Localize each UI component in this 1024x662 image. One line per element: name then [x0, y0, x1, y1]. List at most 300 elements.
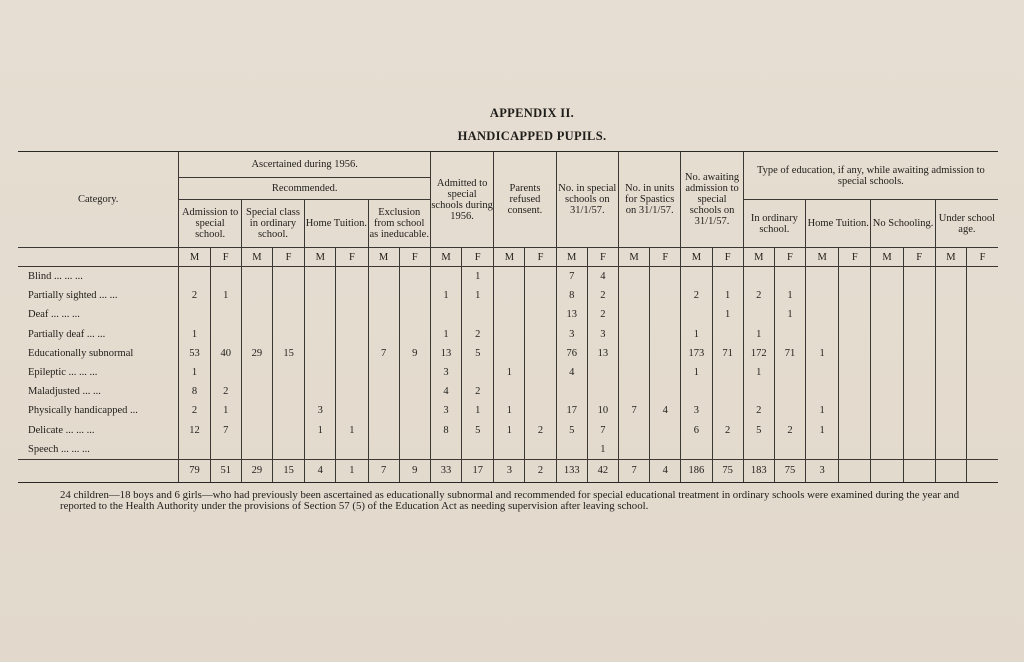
value-cell [241, 286, 272, 305]
no-awaiting-header: No. awaiting admission to special schools on 31/1/57. [681, 152, 743, 248]
value-cell [935, 325, 966, 344]
value-cell: 1 [336, 459, 368, 482]
value-cell [903, 344, 935, 363]
row-category: Epileptic ... ... ... [28, 367, 98, 379]
value-cell: 1 [179, 325, 210, 344]
table-row [18, 401, 998, 420]
value-cell [525, 325, 556, 344]
value-cell [903, 363, 935, 382]
value-cell: 2 [179, 286, 210, 305]
value-cell [650, 382, 681, 401]
value-cell [618, 440, 649, 460]
value-cell [839, 344, 871, 363]
value-cell [650, 305, 681, 324]
value-cell [272, 305, 304, 324]
value-cell [650, 286, 681, 305]
value-cell [399, 325, 430, 344]
value-cell [556, 382, 587, 401]
value-cell [966, 440, 998, 460]
type-education-header: Type of education, if any, while awaiting admission to special schools. [743, 152, 998, 200]
value-cell: 7 [556, 267, 587, 287]
value-cell [368, 382, 399, 401]
value-cell: 186 [681, 459, 712, 482]
value-cell: 1 [210, 286, 241, 305]
value-cell [935, 440, 966, 460]
value-cell: 9 [399, 344, 430, 363]
value-cell [743, 440, 774, 460]
recommended-header: Recommended. [179, 178, 430, 200]
value-cell [272, 421, 304, 440]
value-cell [712, 325, 743, 344]
value-cell: 4 [587, 267, 618, 287]
m-header: M [743, 248, 774, 267]
under-age-header: Under school age. [935, 200, 998, 248]
ascertained-header: Ascertained during 1956. [179, 152, 430, 178]
value-cell: 2 [743, 286, 774, 305]
value-cell [305, 382, 336, 401]
row-category: Partially deaf ... ... [28, 328, 106, 340]
no-schooling-header: No Schooling. [871, 200, 935, 248]
value-cell [272, 286, 304, 305]
value-cell: 29 [241, 344, 272, 363]
value-cell [241, 440, 272, 460]
m-header: M [618, 248, 649, 267]
m-header: M [556, 248, 587, 267]
value-cell: 13 [430, 344, 461, 363]
value-cell: 9 [399, 459, 430, 482]
value-cell: 1 [462, 286, 494, 305]
value-cell [966, 344, 998, 363]
value-cell [903, 440, 935, 460]
f-header: F [839, 248, 871, 267]
value-cell: 5 [462, 344, 494, 363]
value-cell [618, 286, 649, 305]
value-cell [462, 363, 494, 382]
row-category: Deaf ... ... ... [28, 309, 80, 321]
row-category: Partially sighted ... ... [28, 290, 118, 302]
value-cell: 1 [210, 401, 241, 420]
value-cell [966, 401, 998, 420]
value-cell [336, 401, 368, 420]
value-cell [305, 363, 336, 382]
value-cell [618, 363, 649, 382]
value-cell [871, 344, 903, 363]
value-cell: 2 [743, 401, 774, 420]
value-cell [368, 286, 399, 305]
value-cell [241, 421, 272, 440]
value-cell [774, 325, 805, 344]
table-row [18, 305, 998, 324]
value-cell [210, 363, 241, 382]
value-cell [305, 440, 336, 460]
value-cell [966, 382, 998, 401]
value-cell [935, 267, 966, 287]
value-cell [430, 440, 461, 460]
value-cell [494, 286, 525, 305]
f-header: F [774, 248, 805, 267]
value-cell: 1 [774, 286, 805, 305]
value-cell [618, 305, 649, 324]
value-cell: 2 [525, 459, 556, 482]
value-cell: 1 [774, 305, 805, 324]
value-cell: 2 [587, 305, 618, 324]
value-cell: 1 [712, 286, 743, 305]
value-cell [272, 440, 304, 460]
value-cell [618, 421, 649, 440]
value-cell: 4 [650, 459, 681, 482]
table-row [18, 382, 998, 401]
table-row [18, 421, 998, 440]
value-cell [179, 305, 210, 324]
value-cell [336, 305, 368, 324]
value-cell: 1 [743, 325, 774, 344]
value-cell [935, 363, 966, 382]
value-cell: 42 [587, 459, 618, 482]
value-cell [681, 305, 712, 324]
value-cell [839, 363, 871, 382]
value-cell [681, 382, 712, 401]
value-cell [774, 267, 805, 287]
value-cell: 172 [743, 344, 774, 363]
value-cell [368, 363, 399, 382]
m-header: M [935, 248, 966, 267]
value-cell [305, 286, 336, 305]
value-cell [966, 267, 998, 287]
value-cell [272, 382, 304, 401]
value-cell: 1 [179, 363, 210, 382]
f-header: F [210, 248, 241, 267]
value-cell [966, 363, 998, 382]
value-cell [871, 382, 903, 401]
home-tuition-header: Home Tuition. [305, 200, 368, 248]
value-cell [712, 267, 743, 287]
value-cell [241, 382, 272, 401]
value-cell: 4 [430, 382, 461, 401]
value-cell [871, 401, 903, 420]
row-category: Speech ... ... ... [28, 443, 90, 455]
value-cell [399, 421, 430, 440]
value-cell [839, 286, 871, 305]
value-cell: 7 [618, 459, 649, 482]
value-cell [525, 305, 556, 324]
value-cell [587, 363, 618, 382]
value-cell [494, 382, 525, 401]
value-cell: 12 [179, 421, 210, 440]
value-cell [336, 325, 368, 344]
value-cell [525, 401, 556, 420]
value-cell [743, 267, 774, 287]
table-row [18, 267, 998, 287]
table-row [18, 286, 998, 305]
value-cell [336, 267, 368, 287]
value-cell: 6 [681, 421, 712, 440]
value-cell: 71 [712, 344, 743, 363]
value-cell: 2 [712, 421, 743, 440]
value-cell [336, 363, 368, 382]
value-cell [966, 325, 998, 344]
exclusion-header: Exclusion from school as ineducable. [368, 200, 430, 248]
value-cell [241, 401, 272, 420]
value-cell: 1 [806, 421, 839, 440]
f-header: F [587, 248, 618, 267]
value-cell: 5 [462, 421, 494, 440]
value-cell [871, 267, 903, 287]
value-cell [712, 401, 743, 420]
value-cell: 1 [587, 440, 618, 460]
f-header: F [399, 248, 430, 267]
row-category: Educationally subnormal [28, 347, 134, 359]
value-cell [494, 267, 525, 287]
value-cell: 40 [210, 344, 241, 363]
value-cell: 2 [774, 421, 805, 440]
value-cell [871, 363, 903, 382]
value-cell [871, 421, 903, 440]
value-cell: 1 [430, 286, 461, 305]
value-cell [399, 401, 430, 420]
value-cell: 1 [462, 401, 494, 420]
f-header: F [650, 248, 681, 267]
value-cell [903, 286, 935, 305]
table-body [18, 267, 998, 483]
value-cell [806, 267, 839, 287]
value-cell: 183 [743, 459, 774, 482]
value-cell [871, 286, 903, 305]
f-header: F [272, 248, 304, 267]
value-cell: 4 [556, 363, 587, 382]
value-cell: 2 [525, 421, 556, 440]
value-cell [871, 459, 903, 482]
value-cell [305, 344, 336, 363]
totals-label-cell [18, 459, 179, 482]
no-units-spastics-header: No. in units for Spastics on 31/1/57. [618, 152, 680, 248]
value-cell [806, 440, 839, 460]
value-cell [241, 363, 272, 382]
value-cell: 2 [681, 286, 712, 305]
value-cell: 1 [462, 267, 494, 287]
value-cell [272, 401, 304, 420]
totals-row [18, 459, 998, 482]
value-cell [839, 459, 871, 482]
value-cell [935, 401, 966, 420]
value-cell: 1 [305, 421, 336, 440]
value-cell: 13 [556, 305, 587, 324]
value-cell: 7 [368, 344, 399, 363]
special-class-header: Special class in ordinary school. [241, 200, 304, 248]
value-cell [179, 267, 210, 287]
f-header: F [462, 248, 494, 267]
admission-special-header: Admission to special school. [179, 200, 241, 248]
value-cell: 15 [272, 344, 304, 363]
value-cell: 17 [556, 401, 587, 420]
value-cell [494, 440, 525, 460]
value-cell: 1 [430, 325, 461, 344]
value-cell [681, 267, 712, 287]
value-cell: 1 [681, 325, 712, 344]
value-cell [966, 305, 998, 324]
f-header: F [966, 248, 998, 267]
value-cell [368, 325, 399, 344]
value-cell [903, 459, 935, 482]
value-cell [935, 459, 966, 482]
value-cell [935, 421, 966, 440]
value-cell [839, 382, 871, 401]
value-cell [681, 440, 712, 460]
value-cell [712, 363, 743, 382]
value-cell [903, 267, 935, 287]
value-cell [903, 421, 935, 440]
value-cell: 2 [210, 382, 241, 401]
value-cell [935, 286, 966, 305]
value-cell: 2 [587, 286, 618, 305]
value-cell: 8 [179, 382, 210, 401]
value-cell [399, 382, 430, 401]
value-cell [399, 440, 430, 460]
mf-header-row [18, 248, 998, 267]
value-cell [806, 286, 839, 305]
value-cell [525, 440, 556, 460]
m-header: M [179, 248, 210, 267]
value-cell: 53 [179, 344, 210, 363]
category-header: Category. [18, 152, 179, 248]
value-cell [743, 305, 774, 324]
value-cell [839, 305, 871, 324]
value-cell [806, 305, 839, 324]
value-cell: 7 [618, 401, 649, 420]
value-cell [587, 382, 618, 401]
parents-refused-header: Parents refused consent. [494, 152, 556, 248]
value-cell [494, 344, 525, 363]
value-cell: 1 [494, 363, 525, 382]
value-cell: 2 [462, 325, 494, 344]
value-cell [368, 421, 399, 440]
value-cell [712, 382, 743, 401]
value-cell [935, 344, 966, 363]
value-cell [336, 440, 368, 460]
value-cell [241, 305, 272, 324]
value-cell: 1 [336, 421, 368, 440]
value-cell: 3 [430, 363, 461, 382]
f-header: F [525, 248, 556, 267]
value-cell [650, 363, 681, 382]
value-cell [399, 363, 430, 382]
value-cell [618, 267, 649, 287]
value-cell [871, 440, 903, 460]
value-cell [903, 382, 935, 401]
value-cell [494, 305, 525, 324]
value-cell: 1 [743, 363, 774, 382]
value-cell: 33 [430, 459, 461, 482]
handicapped-pupils-table [18, 151, 998, 483]
value-cell: 2 [462, 382, 494, 401]
value-cell [903, 305, 935, 324]
table-row [18, 440, 998, 460]
value-cell [241, 325, 272, 344]
m-header: M [681, 248, 712, 267]
value-cell: 7 [210, 421, 241, 440]
value-cell [935, 382, 966, 401]
value-cell: 29 [241, 459, 272, 482]
value-cell [618, 325, 649, 344]
value-cell [650, 421, 681, 440]
value-cell [650, 267, 681, 287]
value-cell: 3 [681, 401, 712, 420]
value-cell [368, 401, 399, 420]
value-cell [806, 382, 839, 401]
value-cell [368, 267, 399, 287]
value-cell [839, 325, 871, 344]
in-ordinary-header: In ordinary school. [743, 200, 805, 248]
value-cell: 5 [743, 421, 774, 440]
value-cell [774, 440, 805, 460]
value-cell [368, 440, 399, 460]
value-cell: 75 [712, 459, 743, 482]
value-cell: 75 [774, 459, 805, 482]
table-row [18, 325, 998, 344]
value-cell [305, 305, 336, 324]
table-title: HANDICAPPED PUPILS. [457, 129, 607, 143]
value-cell [839, 401, 871, 420]
value-cell [650, 344, 681, 363]
value-cell [556, 440, 587, 460]
value-cell [774, 382, 805, 401]
value-cell: 1 [494, 421, 525, 440]
value-cell [903, 325, 935, 344]
value-cell [210, 440, 241, 460]
appendix-title: APPENDIX II. [489, 106, 575, 120]
value-cell [966, 286, 998, 305]
value-cell: 17 [462, 459, 494, 482]
value-cell [368, 305, 399, 324]
value-cell [462, 440, 494, 460]
value-cell [179, 440, 210, 460]
value-cell [966, 459, 998, 482]
value-cell [839, 267, 871, 287]
value-cell [241, 267, 272, 287]
table-row [18, 363, 998, 382]
m-header: M [305, 248, 336, 267]
admitted-header: Admitted to special schools during 1956. [430, 152, 493, 248]
m-header: M [368, 248, 399, 267]
value-cell: 5 [556, 421, 587, 440]
value-cell [774, 401, 805, 420]
no-special-schools-header: No. in special schools on 31/1/57. [556, 152, 618, 248]
value-cell [525, 286, 556, 305]
f-header: F [336, 248, 368, 267]
value-cell: 1 [806, 401, 839, 420]
value-cell: 8 [430, 421, 461, 440]
row-category: Physically handicapped ... [28, 405, 138, 417]
value-cell: 133 [556, 459, 587, 482]
value-cell [525, 363, 556, 382]
value-cell [806, 325, 839, 344]
value-cell [966, 421, 998, 440]
value-cell: 3 [556, 325, 587, 344]
value-cell: 173 [681, 344, 712, 363]
value-cell [525, 267, 556, 287]
value-cell: 4 [650, 401, 681, 420]
value-cell: 76 [556, 344, 587, 363]
m-header: M [241, 248, 272, 267]
value-cell [399, 305, 430, 324]
value-cell [210, 325, 241, 344]
value-cell [462, 305, 494, 324]
home-tuition-2-header: Home Tuition. [806, 200, 871, 248]
value-cell [210, 305, 241, 324]
value-cell [305, 267, 336, 287]
m-header: M [871, 248, 903, 267]
table-row [18, 344, 998, 363]
value-cell: 51 [210, 459, 241, 482]
